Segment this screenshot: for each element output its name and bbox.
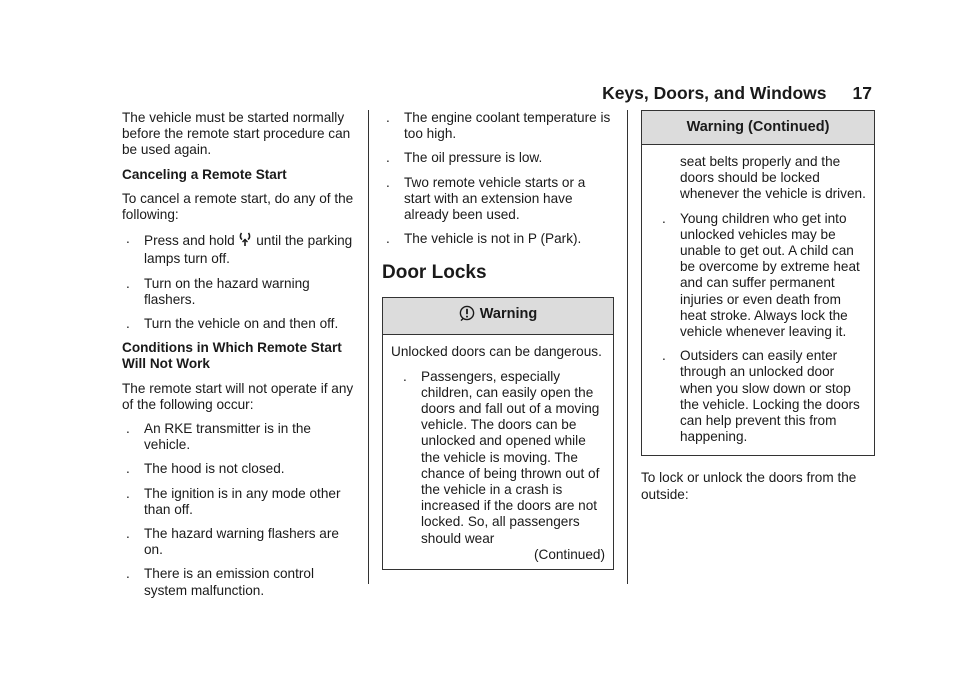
bullet: . — [126, 316, 130, 332]
list-item: . The vehicle is not in P (Park). — [386, 231, 582, 247]
bullet: . — [386, 231, 390, 247]
column-2 — [382, 110, 614, 570]
warning-body — [383, 335, 613, 569]
column-3 — [641, 110, 875, 511]
door-locks-heading: Door Locks — [382, 262, 487, 284]
bullet: . — [386, 110, 390, 125]
list-item: . The hazard warning flashers are on. — [126, 526, 339, 558]
page-header — [602, 82, 872, 104]
list-item: . Press and hold until the parking lamps turn off. — [126, 231, 353, 267]
bullet: . — [386, 174, 390, 190]
conditions-heading: Conditions in Which Remote Start Will Not Work — [122, 340, 342, 372]
cancel-heading: Canceling a Remote Start — [122, 166, 287, 182]
continued-label: (Continued) — [533, 546, 605, 562]
list-item: . Two remote vehicle starts or a start with an extension have already been used. — [386, 174, 586, 223]
list-item: . The ignition is in any mode other than off. — [126, 485, 341, 517]
warning-title: Warning — [383, 298, 613, 335]
warning-body — [642, 145, 874, 455]
column-divider — [368, 110, 369, 584]
continued-text: seat belts properly and the doors should be locked whenever the vehicle is driven. — [680, 154, 866, 202]
list-item: . Outsiders can easily enter through an unlocked door when you slow down or stop the vehicle. Locking the doors can help prevent this from happening. — [662, 348, 860, 445]
column-divider — [627, 110, 628, 584]
list-item: . The engine coolant temperature is too high. — [386, 110, 611, 142]
list-item: . Passengers, especially children, can easily open the doors and fall out of a moving vehicle. The doors can be unlocked and opened while the vehicle is moving. The chance of being thrown out of the vehicle in a crash is increased if the doors are not locked. So, all passengers should wear — [403, 368, 600, 546]
bullet: . — [126, 566, 130, 582]
list-item: . The hood is not closed. — [126, 461, 285, 477]
bullet: . — [126, 461, 130, 477]
outro-paragraph: To lock or unlock the doors from the outside: — [641, 470, 857, 502]
bullet: . — [662, 210, 666, 226]
warning-intro: Unlocked doors can be dangerous. — [391, 344, 602, 360]
bullet: . — [403, 368, 407, 384]
list-item: . Turn the vehicle on and then off. — [126, 316, 339, 332]
column-1 — [122, 110, 358, 607]
bullet: . — [662, 348, 666, 364]
list-item: . The oil pressure is low. — [386, 150, 543, 166]
cancel-intro: To cancel a remote start, do any of the following: — [122, 190, 354, 223]
section-title: Keys, Doors, and Windows — [602, 83, 827, 103]
bullet: . — [126, 275, 130, 291]
intro-paragraph: The vehicle must be started normally before the remote start procedure can be used again. — [122, 110, 351, 158]
bullet: . — [126, 421, 130, 437]
page-number: 17 — [852, 83, 872, 103]
list-item: . Young children who get into unlocked vehicles may be unable to get out. A child can be overcome by extreme heat and can suffer permanent injuries or even death from heat stroke. Always lock the vehicle whenever leaving it. — [662, 210, 860, 340]
list-item: . There is an emission control system malfunction. — [126, 566, 314, 598]
warning-title: Warning (Continued) — [642, 111, 874, 145]
bullet: . — [126, 231, 130, 247]
warning-icon — [459, 305, 475, 326]
bullet: . — [126, 485, 130, 501]
warning-box — [382, 297, 614, 570]
conditions-intro: The remote start will not operate if any of the following occur: — [122, 380, 354, 412]
warning-box-continued — [641, 110, 875, 456]
remote-start-icon — [239, 231, 251, 251]
list-item: . An RKE transmitter is in the vehicle. — [126, 421, 311, 453]
bullet: . — [386, 150, 390, 166]
bullet: . — [126, 526, 130, 542]
list-item: . Turn on the hazard warning flashers. — [126, 275, 310, 307]
